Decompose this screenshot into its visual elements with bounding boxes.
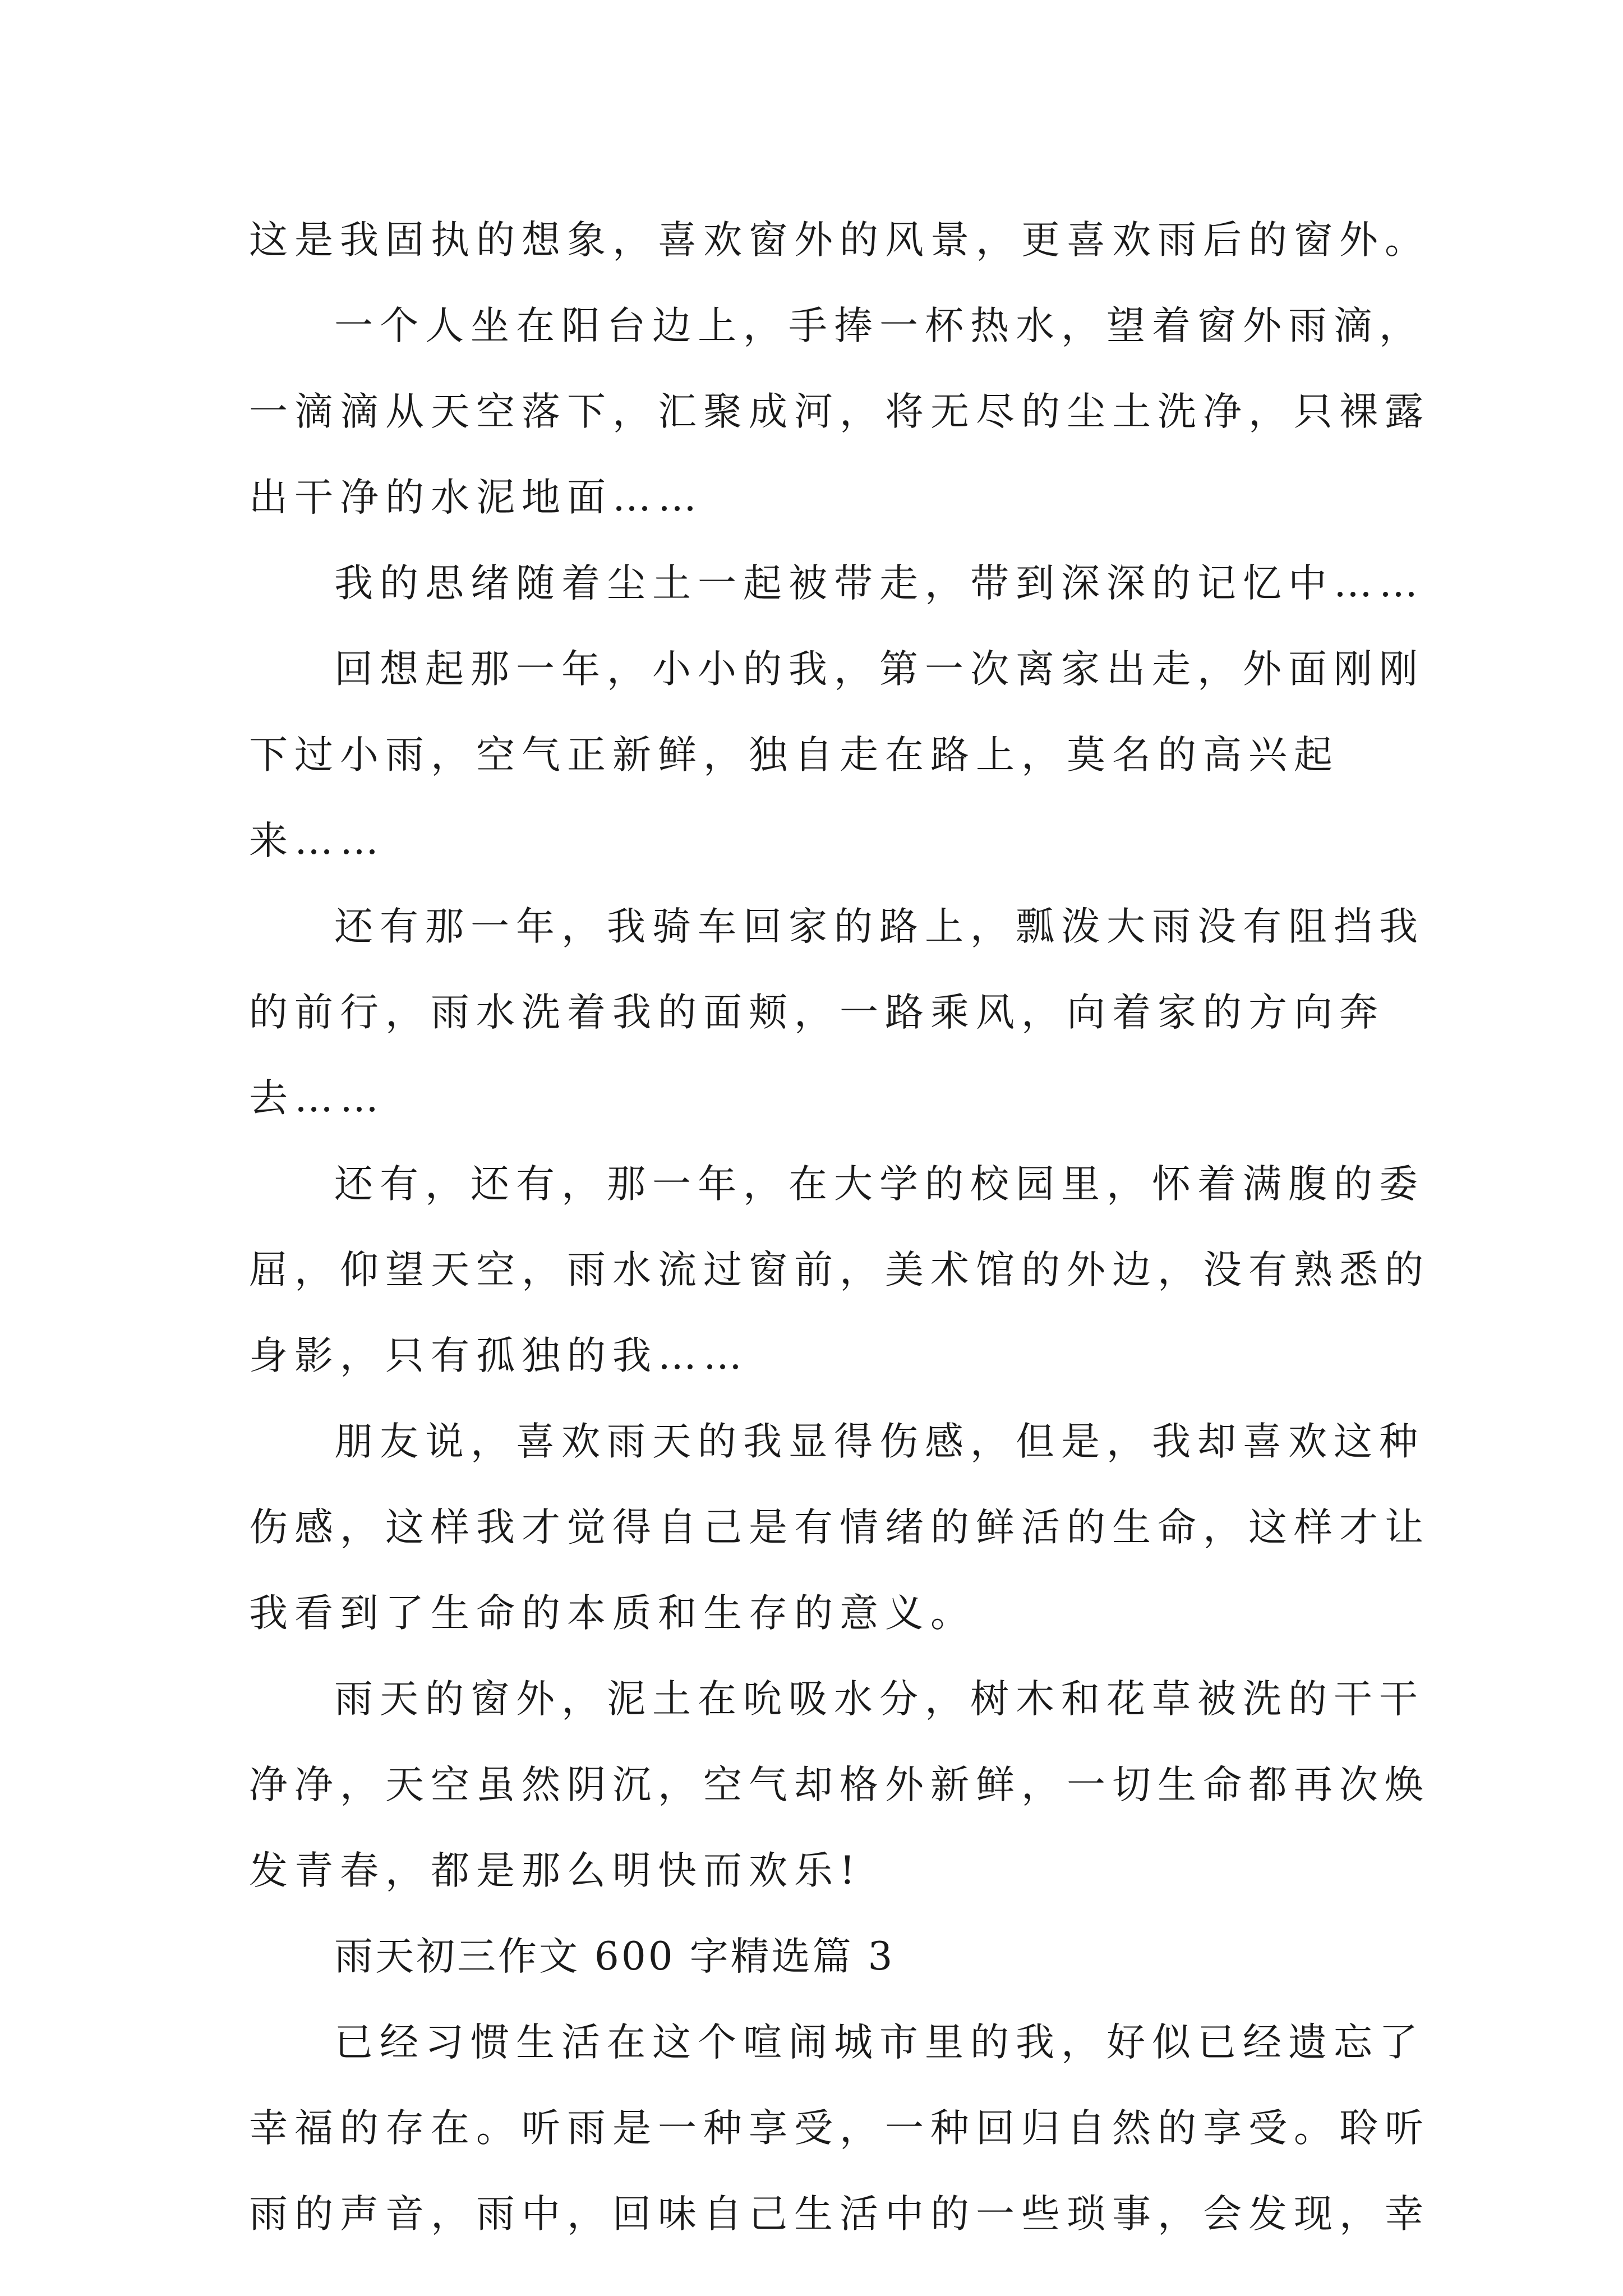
text-line-15: 朋友说，喜欢雨天的我显得伤感，但是，我却喜欢这种 — [334, 1419, 1424, 1464]
text-line-22: 已经习惯生活在这个喧闹城市里的我，好似已经遗忘了 — [334, 2020, 1424, 2065]
text-line-2: 一个人坐在阳台边上，手捧一杯热水，望着窗外雨滴， — [334, 303, 1424, 348]
text-line-6: 回想起那一年，小小的我，第一次离家出走，外面刚刚 — [334, 647, 1424, 692]
text-line-9: 还有那一年，我骑车回家的路上，瓢泼大雨没有阻挡我 — [334, 904, 1424, 949]
text-line-18: 雨天的窗外，泥土在吮吸水分，树木和花草被洗的干干 — [334, 1677, 1424, 1722]
text-line-17: 我看到了生命的本质和生存的意义。 — [249, 1591, 976, 1636]
text-line-10: 的前行，雨水洗着我的面颊，一路乘风，向着家的方向奔 — [249, 990, 1385, 1035]
text-line-7: 下过小雨，空气正新鲜，独自走在路上，莫名的高兴起 — [249, 733, 1339, 777]
text-line-13: 屈，仰望天空，雨水流过窗前，美术馆的外边，没有熟悉的 — [249, 1248, 1430, 1292]
text-line-16: 伤感，这样我才觉得自己是有情绪的鲜活的生命，这样才让 — [249, 1505, 1430, 1550]
text-line-3: 一滴滴从天空落下，汇聚成河，将无尽的尘土洗净，只裸露 — [249, 389, 1430, 434]
text-line-11: 去…… — [249, 1076, 385, 1121]
text-line-24: 雨的声音，雨中，回味自己生活中的一些琐事，会发现，幸 — [249, 2192, 1430, 2237]
text-line-8: 来…… — [249, 818, 385, 863]
text-line-19: 净净，天空虽然阴沉，空气却格外新鲜，一切生命都再次焕 — [249, 1763, 1430, 1807]
text-line-23: 幸福的存在。听雨是一种享受，一种回归自然的享受。聆听 — [249, 2106, 1430, 2151]
text-line-4: 出干净的水泥地面…… — [249, 475, 703, 520]
text-line-12: 还有，还有，那一年，在大学的校园里，怀着满腹的委 — [334, 1162, 1424, 1207]
text-line-14: 身影，只有孤独的我…… — [249, 1333, 749, 1378]
text-line-1: 这是我固执的想象，喜欢窗外的风景，更喜欢雨后的窗外。 — [249, 218, 1430, 263]
text-line-5: 我的思绪随着尘土一起被带走，带到深深的记忆中…… — [334, 561, 1424, 606]
section-heading: 雨天初三作文 600 字精选篇 3 — [334, 1934, 895, 1979]
text-line-20: 发青春，都是那么明快而欢乐! — [249, 1848, 862, 1893]
